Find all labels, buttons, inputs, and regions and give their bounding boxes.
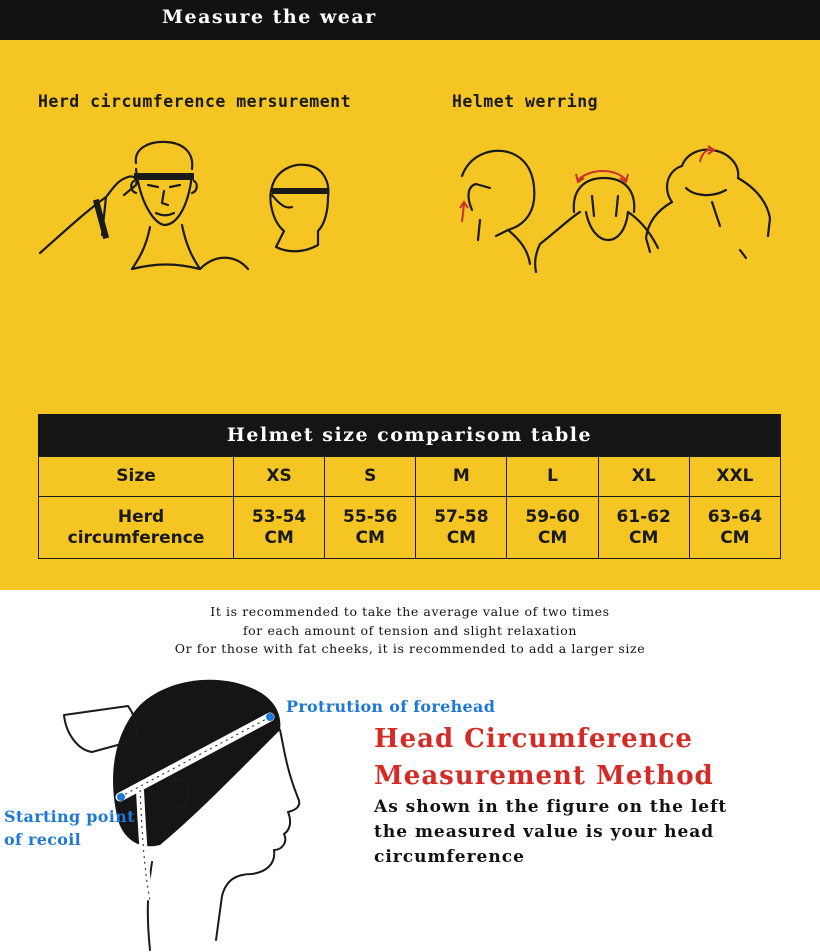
range-cell-xs — [234, 497, 325, 559]
range-unit: CM — [720, 527, 750, 548]
size-cell-xs: XS — [234, 457, 325, 497]
range-value: 55-56 — [343, 506, 398, 527]
note-line-1: It is recommended to take the average value of two times — [210, 604, 610, 619]
circumference-row — [39, 497, 781, 559]
size-table-title: Helmet size comparisom table — [226, 424, 593, 446]
range-cell-xl — [598, 497, 689, 559]
range-unit: CM — [355, 527, 385, 548]
helmet-wearing-illustration — [450, 140, 780, 280]
range-cell-xxl — [689, 497, 780, 559]
method-desc-line1: As shown in the figure on the left — [374, 797, 728, 817]
range-value: 57-58 — [434, 506, 489, 527]
range-unit: CM — [537, 527, 568, 548]
size-cell-m: M — [416, 457, 507, 497]
circumference-row-label — [39, 497, 234, 559]
note-line-3: Or for those with fat cheeks, it is recommended to add a larger size — [174, 641, 646, 656]
range-value: 53-54 — [251, 506, 307, 527]
helmet-wearing-title: Helmet werring — [452, 92, 599, 111]
range-unit: CM — [264, 527, 294, 548]
header-bar — [0, 0, 820, 40]
size-row — [39, 457, 781, 497]
range-unit: CM — [629, 527, 659, 548]
size-cell-s: S — [325, 457, 416, 497]
starting-point-line2: of recoil — [4, 830, 82, 849]
size-cell-xxl: XXL — [689, 457, 780, 497]
starting-point-label — [4, 805, 135, 851]
method-title-line2: Measurement Method — [374, 761, 714, 791]
size-table — [38, 414, 781, 558]
protrusion-label: Protrution of forehead — [286, 697, 496, 716]
range-cell-m — [416, 497, 507, 559]
range-unit: CM — [446, 527, 477, 548]
range-value: 59-60 — [525, 506, 580, 527]
circumference-label-line1: Herd — [117, 506, 165, 527]
method-description — [374, 795, 727, 870]
range-value: 63-64 — [707, 506, 763, 527]
range-value: 61-62 — [616, 506, 671, 527]
size-cell-xl: XL — [598, 457, 689, 497]
circumference-label-line2: circumference — [67, 527, 205, 548]
size-grid — [38, 456, 781, 559]
size-cell-l: L — [507, 457, 598, 497]
head-measure-title: Herd circumference mersurement — [38, 92, 352, 111]
head-measure-illustration — [36, 135, 346, 275]
range-cell-l — [507, 497, 598, 559]
size-row-label: Size — [39, 457, 234, 497]
method-desc-line2: the measured value is your head — [374, 822, 715, 842]
note-line-2: for each amount of tension and slight relaxation — [242, 623, 578, 638]
method-desc-line3: circumference — [374, 847, 525, 867]
starting-point-line1: Starting point — [4, 807, 135, 826]
method-title-line1: Head Circumference — [374, 724, 693, 754]
header-title: Measure the wear — [162, 6, 377, 28]
range-cell-s — [325, 497, 416, 559]
size-table-header — [38, 414, 781, 456]
